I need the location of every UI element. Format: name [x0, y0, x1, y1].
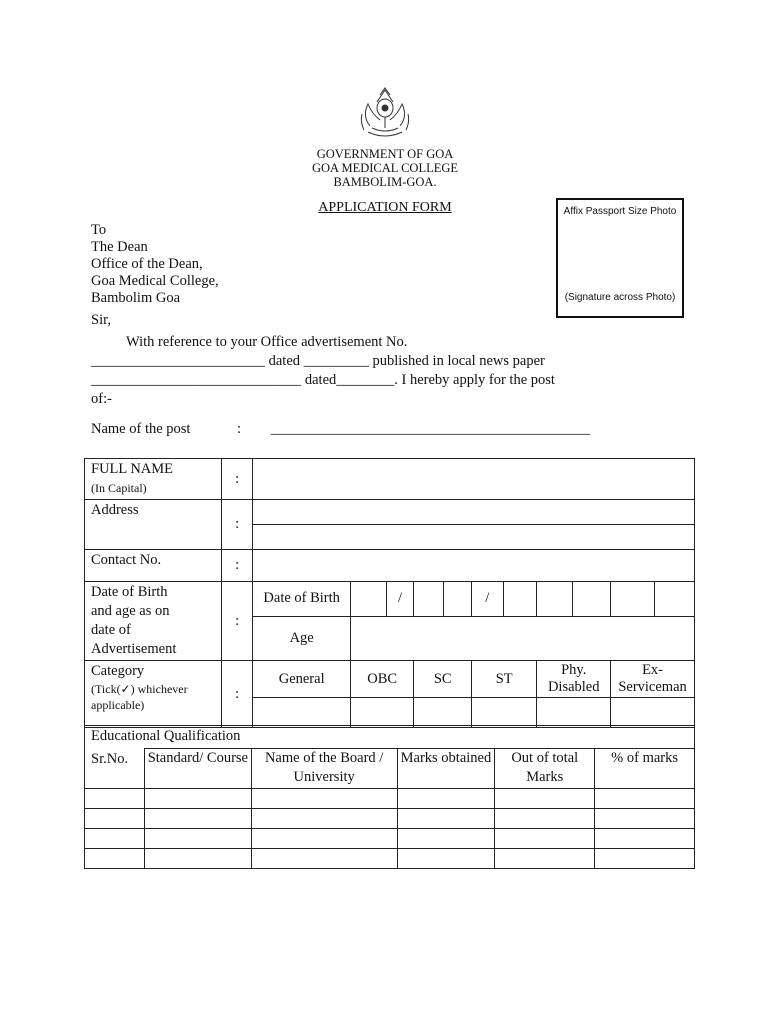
recipient-address: [91, 222, 219, 307]
full-name-text: FULL NAME: [91, 461, 174, 477]
post-name-label: Name of the post: [91, 421, 191, 437]
address-line: Goa Medical College,: [91, 273, 219, 289]
col-percent: % of marks: [595, 749, 695, 789]
contact-label: Contact No.: [85, 550, 222, 582]
dob-digit-box[interactable]: [573, 582, 611, 617]
colon: :: [221, 550, 253, 582]
table-cell[interactable]: [85, 849, 145, 869]
address-line: The Dean: [91, 239, 148, 255]
dob-digit-box[interactable]: [611, 582, 655, 617]
post-name-field[interactable]: ____________________________________________: [271, 421, 590, 437]
table-cell[interactable]: [595, 849, 695, 869]
colon: :: [221, 582, 253, 661]
category-st: ST: [471, 661, 536, 698]
dob-digit-box[interactable]: [444, 582, 472, 617]
full-name-input[interactable]: [253, 459, 695, 500]
table-cell[interactable]: [251, 789, 397, 809]
table-cell[interactable]: [495, 789, 595, 809]
table-cell[interactable]: [144, 829, 251, 849]
education-heading: Educational Qualification: [85, 726, 695, 749]
table-row: [85, 809, 695, 829]
paragraph-line: _____________________________ dated________. I hereby apply for the post: [91, 372, 555, 388]
colon: :: [221, 459, 253, 500]
dob-label: Date of Birth and age as on date of Advertisement: [85, 582, 222, 661]
photo-box[interactable]: [556, 198, 684, 318]
age-input[interactable]: [350, 616, 694, 660]
table-cell[interactable]: [495, 809, 595, 829]
category-text: Category: [91, 663, 145, 679]
table-cell[interactable]: [85, 829, 145, 849]
dob-digit-box[interactable]: [414, 582, 444, 617]
contact-input[interactable]: [253, 550, 695, 582]
tick-box-obc[interactable]: [350, 698, 414, 728]
salutation: Sir,: [91, 312, 111, 328]
header-government: GOVERNMENT OF GOA: [316, 147, 454, 161]
table-cell[interactable]: [397, 809, 495, 829]
category-general: General: [253, 661, 350, 698]
table-cell[interactable]: [495, 829, 595, 849]
signature-instruction: (Signature across Photo): [564, 292, 676, 303]
col-marks: Marks obtained: [397, 749, 495, 789]
table-cell[interactable]: [85, 809, 145, 829]
dob-digit-box[interactable]: [654, 582, 694, 617]
category-note: (Tick(✓) whichever applicable): [91, 682, 188, 712]
table-cell[interactable]: [144, 849, 251, 869]
address-label: Address: [85, 500, 222, 550]
address-input-line2[interactable]: [253, 525, 695, 550]
address-line: Bambolim Goa: [91, 290, 181, 306]
tick-box-phy-disabled[interactable]: [537, 698, 611, 728]
tick-box-ex-serviceman[interactable]: [611, 698, 695, 728]
paragraph-line: ________________________ dated _________ published in local news paper: [91, 353, 545, 369]
table-cell[interactable]: [595, 789, 695, 809]
paragraph-line: With reference to your Office advertisement No.: [126, 334, 408, 350]
colon: :: [221, 661, 253, 728]
category-ex-serviceman: Ex- Serviceman: [611, 661, 695, 698]
full-name-label: [85, 459, 222, 500]
table-cell[interactable]: [251, 809, 397, 829]
col-board: Name of the Board / University: [251, 749, 397, 789]
personal-details-table: [84, 458, 695, 728]
table-cell[interactable]: [251, 849, 397, 869]
category-phy-disabled: Phy. Disabled: [537, 661, 611, 698]
dob-sublabel: Date of Birth: [253, 582, 350, 617]
date-separator: /: [471, 582, 503, 617]
address-line: To: [91, 222, 107, 238]
table-cell[interactable]: [85, 789, 145, 809]
post-name-row: [91, 421, 590, 438]
dob-digit-box[interactable]: [537, 582, 573, 617]
category-label: [85, 661, 222, 728]
table-row: [85, 789, 695, 809]
address-line: Office of the Dean,: [91, 256, 203, 272]
header-college: GOA MEDICAL COLLEGE: [311, 161, 459, 175]
dob-digit-box[interactable]: [503, 582, 537, 617]
table-cell[interactable]: [397, 829, 495, 849]
table-row: [85, 829, 695, 849]
table-cell[interactable]: [595, 809, 695, 829]
table-row: [85, 849, 695, 869]
in-capital-note: (In Capital): [91, 481, 147, 495]
col-total: Out of total Marks: [495, 749, 595, 789]
tick-box-st[interactable]: [471, 698, 536, 728]
table-cell[interactable]: [595, 829, 695, 849]
education-table: [84, 725, 695, 869]
dob-digit-box[interactable]: [350, 582, 386, 617]
colon: :: [221, 500, 253, 550]
table-cell[interactable]: [397, 789, 495, 809]
age-sublabel: Age: [253, 616, 350, 660]
table-cell[interactable]: [495, 849, 595, 869]
category-obc: OBC: [350, 661, 414, 698]
category-sc: SC: [414, 661, 472, 698]
date-separator: /: [386, 582, 414, 617]
paragraph-line: of:-: [91, 391, 112, 407]
tick-box-sc[interactable]: [414, 698, 472, 728]
col-standard: Standard/ Course: [144, 749, 251, 789]
table-cell[interactable]: [251, 829, 397, 849]
form-title: APPLICATION FORM: [318, 200, 452, 215]
header-location: BAMBOLIM-GOA.: [333, 175, 437, 189]
government-emblem-logo: [350, 86, 420, 140]
application-paragraph: [91, 333, 681, 409]
col-sr-no: Sr.No.: [85, 749, 145, 789]
table-cell[interactable]: [397, 849, 495, 869]
tick-box-general[interactable]: [253, 698, 350, 728]
post-colon: :: [237, 421, 242, 437]
photo-instruction: Affix Passport Size Photo: [563, 206, 677, 217]
table-cell[interactable]: [144, 789, 251, 809]
table-cell[interactable]: [144, 809, 251, 829]
address-input-line1[interactable]: [253, 500, 695, 525]
